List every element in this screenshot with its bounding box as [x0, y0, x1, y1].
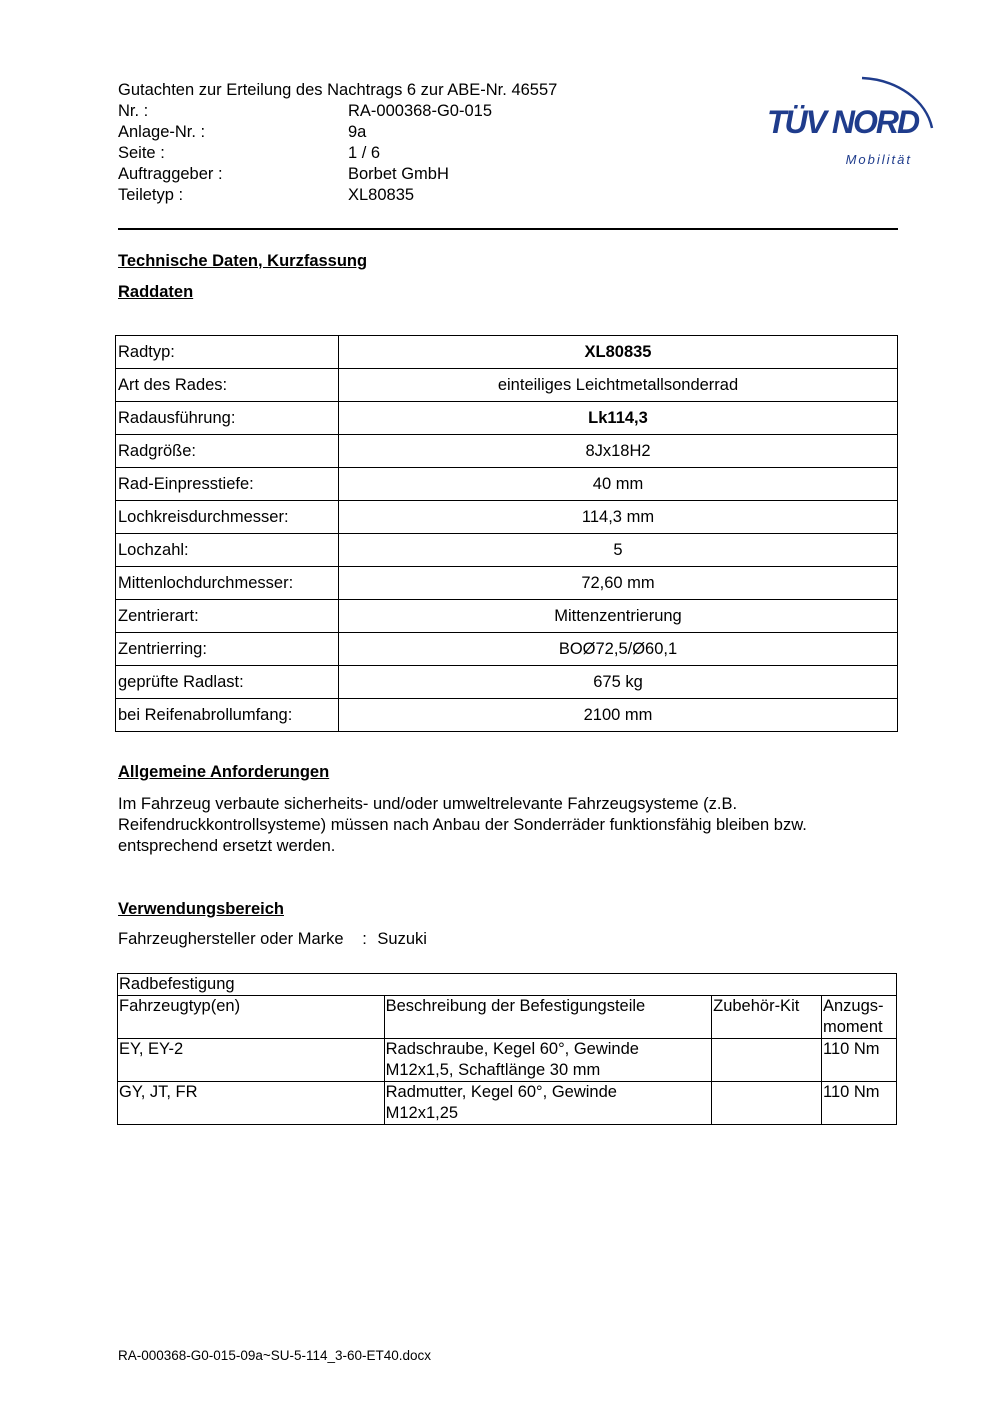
raddaten-value: 675 kg: [339, 666, 898, 699]
table-row: [118, 1039, 897, 1082]
manufacturer-label: Fahrzeughersteller oder Marke: [118, 930, 344, 948]
table-row: [116, 402, 898, 435]
table-row: [116, 567, 898, 600]
column-header: Fahrzeugtyp(en): [118, 996, 385, 1039]
table-row: [116, 336, 898, 369]
table-cell: EY, EY-2: [118, 1039, 385, 1082]
header-value: RA-000368-G0-015: [348, 102, 493, 120]
table-row: [116, 435, 898, 468]
radbefestigung-table: [117, 973, 897, 1125]
header-row-nr: [118, 101, 557, 122]
raddaten-label: Mittenlochdurchmesser:: [116, 567, 339, 600]
column-header: Beschreibung der Befestigungsteile: [384, 996, 711, 1039]
manufacturer-separator: :: [362, 930, 367, 948]
header-label: Nr. :: [118, 102, 149, 120]
header-row-auftraggeber: [118, 164, 557, 185]
allgemein-paragraph: Im Fahrzeug verbaute sicherheits- und/oder umweltrelevante Fahrzeugsysteme (z.B. Reifendruckkontrollsysteme) müssen nach Anbau der Sonderräder funktionsfähig bleiben bzw. entsprechend ersetzt werden.: [118, 795, 807, 855]
raddaten-label: Rad-Einpresstiefe:: [116, 468, 339, 501]
header-value: 9a: [348, 123, 367, 141]
table-row: [116, 501, 898, 534]
manufacturer-line: [118, 930, 427, 949]
raddaten-label: Zentrierring:: [116, 633, 339, 666]
header-row-teiletyp: [118, 185, 557, 206]
table-title: Radbefestigung: [118, 974, 897, 996]
raddaten-value: 5: [339, 534, 898, 567]
raddaten-label: Radgröße:: [116, 435, 339, 468]
header-divider: [118, 228, 898, 230]
table-row: [118, 1082, 897, 1125]
header-row-anlage: [118, 122, 557, 143]
header-label: Teiletyp :: [118, 186, 184, 204]
table-header-row: [118, 996, 897, 1039]
header-value: 1 / 6: [348, 144, 381, 162]
header-label: Auftraggeber :: [118, 165, 223, 183]
table-cell: GY, JT, FR: [118, 1082, 385, 1125]
raddaten-value: Lk114,3: [339, 402, 898, 435]
raddaten-label: Radausführung:: [116, 402, 339, 435]
table-cell: Radmutter, Kegel 60°, Gewinde M12x1,25: [384, 1082, 711, 1125]
raddaten-label: Zentrierart:: [116, 600, 339, 633]
table-cell: 110 Nm: [822, 1082, 897, 1125]
table-cell: Radschraube, Kegel 60°, Gewinde M12x1,5, Schaftlänge 30 mm: [384, 1039, 711, 1082]
raddaten-value: BOØ72,5/Ø60,1: [339, 633, 898, 666]
table-cell: 110 Nm: [822, 1039, 897, 1082]
header-value: XL80835: [348, 186, 415, 204]
tuv-nord-logo: [762, 58, 942, 170]
raddaten-label: Radtyp:: [116, 336, 339, 369]
header-row-seite: [118, 143, 557, 164]
raddaten-table: [115, 335, 898, 732]
logo-wordmark: TÜV NORD: [767, 104, 919, 140]
table-row: [116, 468, 898, 501]
table-row: [116, 699, 898, 732]
table-title-row: [118, 974, 897, 996]
section-title-allgemein: Allgemeine Anforderungen: [118, 763, 330, 781]
raddaten-value: 2100 mm: [339, 699, 898, 732]
raddaten-label: bei Reifenabrollumfang:: [116, 699, 339, 732]
raddaten-value: XL80835: [339, 336, 898, 369]
raddaten-value: Mittenzentrierung: [339, 600, 898, 633]
column-header: Anzugs- moment: [822, 996, 897, 1039]
raddaten-label: Art des Rades:: [116, 369, 339, 402]
header-value: Borbet GmbH: [348, 165, 449, 183]
table-cell: [712, 1082, 822, 1125]
section-title-raddaten: Raddaten: [118, 283, 194, 301]
raddaten-value: 114,3 mm: [339, 501, 898, 534]
table-row: [116, 600, 898, 633]
table-row: [116, 534, 898, 567]
logo-subtitle: Mobilität: [845, 152, 912, 167]
raddaten-label: Lochzahl:: [116, 534, 339, 567]
section-title-tech: Technische Daten, Kurzfassung: [118, 252, 368, 270]
document-header: [118, 80, 557, 206]
raddaten-value: 72,60 mm: [339, 567, 898, 600]
table-cell: [712, 1039, 822, 1082]
header-label: Anlage-Nr. :: [118, 123, 206, 141]
table-row: [116, 369, 898, 402]
document-title: Gutachten zur Erteilung des Nachtrags 6 zur ABE-Nr. 46557: [118, 81, 558, 99]
raddaten-label: geprüfte Radlast:: [116, 666, 339, 699]
column-header: Zubehör-Kit: [712, 996, 822, 1039]
raddaten-label: Lochkreisdurchmesser:: [116, 501, 339, 534]
manufacturer-value: Suzuki: [377, 930, 427, 948]
section-title-verwendung: Verwendungsbereich: [118, 900, 284, 918]
raddaten-value: einteiliges Leichtmetallsonderrad: [339, 369, 898, 402]
table-row: [116, 633, 898, 666]
raddaten-value: 40 mm: [339, 468, 898, 501]
table-row: [116, 666, 898, 699]
footer-filename: RA-000368-G0-015-09a~SU-5-114_3-60-ET40.docx: [118, 1348, 432, 1363]
raddaten-value: 8Jx18H2: [339, 435, 898, 468]
header-label: Seite :: [118, 144, 165, 162]
